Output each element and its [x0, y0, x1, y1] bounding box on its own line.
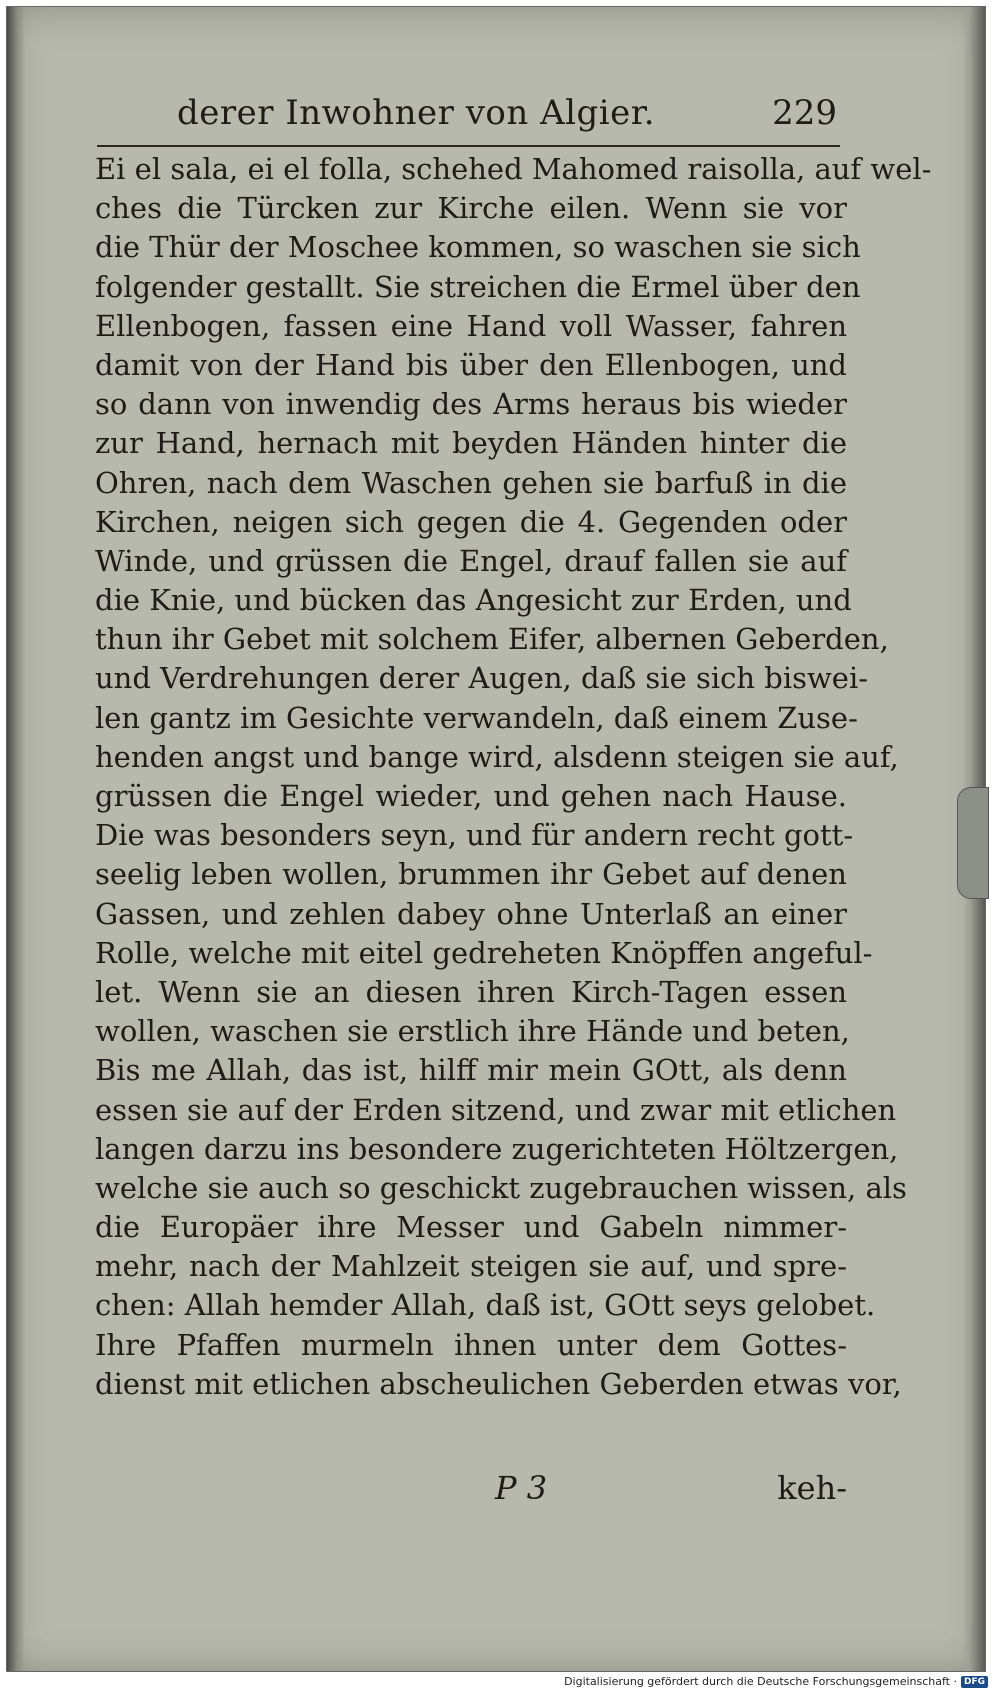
text-line: len gantz im Gesichte verwandeln, daß einem Zuse- — [95, 700, 858, 735]
text-line: let. Wenn sie an diesen ihren Kirch-Tagen essen — [95, 974, 847, 1009]
dfg-logo: DFG — [961, 1676, 988, 1688]
text-line: die Knie, und bücken das Angesicht zur Erden, und — [95, 583, 852, 618]
page-gutter-shadow — [7, 7, 25, 1671]
text-line: Winde, und grüssen die Engel, drauf fallen sie auf — [95, 543, 847, 578]
text-line: zur Hand, hernach mit beyden Händen hinter die — [95, 426, 847, 461]
text-line: wollen, waschen sie erstlich ihre Hände und beten, — [95, 1014, 850, 1049]
text-line: Rolle, welche mit eitel gedreheten Knöpffen angeful- — [95, 935, 873, 970]
text-line: chen: Allah hemder Allah, daß ist, GOtt seys gelobet. — [95, 1288, 876, 1323]
text-line: mehr, nach der Mahlzeit steigen sie auf, und spre- — [95, 1249, 847, 1284]
body-text — [95, 150, 932, 1404]
text-line: Kirchen, neigen sich gegen die 4. Gegenden oder — [95, 504, 847, 539]
text-line: die Thür der Moschee kommen, so waschen sie sich — [95, 230, 861, 265]
text-line: thun ihr Gebet mit solchem Eifer, albernen Geberden, — [95, 622, 889, 657]
text-line: Ei el sala, ei el folla, schehed Mahomed raisolla, auf wel- — [95, 152, 932, 186]
text-line: damit von der Hand bis über den Ellenbogen, und — [95, 347, 847, 382]
catchword: keh- — [777, 1469, 847, 1507]
text-line: und Verdrehungen derer Augen, daß sie sich biswei- — [95, 661, 869, 696]
text-line: grüssen die Engel wieder, und gehen nach Hause. — [95, 779, 847, 813]
text-line: so dann von inwendig des Arms heraus bis wieder — [95, 387, 847, 422]
text-line: Bis me Allah, das ist, hilff mir mein GOtt, als denn — [95, 1053, 847, 1088]
text-line: die Europäer ihre Messer und Gabeln nimmer- — [95, 1210, 847, 1245]
text-line: ches die Türcken zur Kirche eilen. Wenn sie vor — [95, 191, 847, 226]
page-number: 229 — [772, 93, 837, 133]
text-line: dienst mit etlichen abscheulichen Geberden etwas vor, — [95, 1366, 902, 1401]
text-line: langen darzu ins besondere zugerichteten Höltzergen, — [95, 1131, 899, 1166]
text-line: henden angst und bange wird, alsdenn steigen sie auf, — [95, 739, 899, 774]
running-head: derer Inwohner von Algier. — [177, 93, 656, 133]
text-line: folgender gestallt. Sie streichen die Ermel über den — [95, 269, 861, 304]
signature-mark: P 3 — [495, 1469, 548, 1507]
book-page — [6, 6, 986, 1672]
text-line: Ellenbogen, fassen eine Hand voll Wasser, fahren — [95, 308, 847, 343]
text-line: essen sie auf der Erden sitzend, und zwar mit etlichen — [95, 1092, 897, 1127]
thumb-tab — [957, 787, 989, 899]
text-line: Ihre Pfaffen murmeln ihnen unter dem Gottes- — [95, 1327, 847, 1362]
text-line: Ohren, nach dem Waschen gehen sie barfuß in die — [95, 465, 847, 500]
text-line: welche sie auch so geschickt zugebrauchen wissen, als — [95, 1170, 907, 1205]
header-rule — [97, 145, 840, 147]
digitization-notice — [564, 1675, 988, 1688]
digitization-notice-text: Digitalisierung gefördert durch die Deutsche Forschungsgemeinschaft · — [564, 1675, 957, 1688]
text-line: Die was besonders seyn, und für andern recht gott- — [95, 818, 854, 853]
text-line: seelig leben wollen, brummen ihr Gebet auf denen — [95, 857, 847, 892]
footer-line — [95, 1469, 847, 1513]
text-line: Gassen, und zehlen dabey ohne Unterlaß an einer — [95, 896, 847, 931]
